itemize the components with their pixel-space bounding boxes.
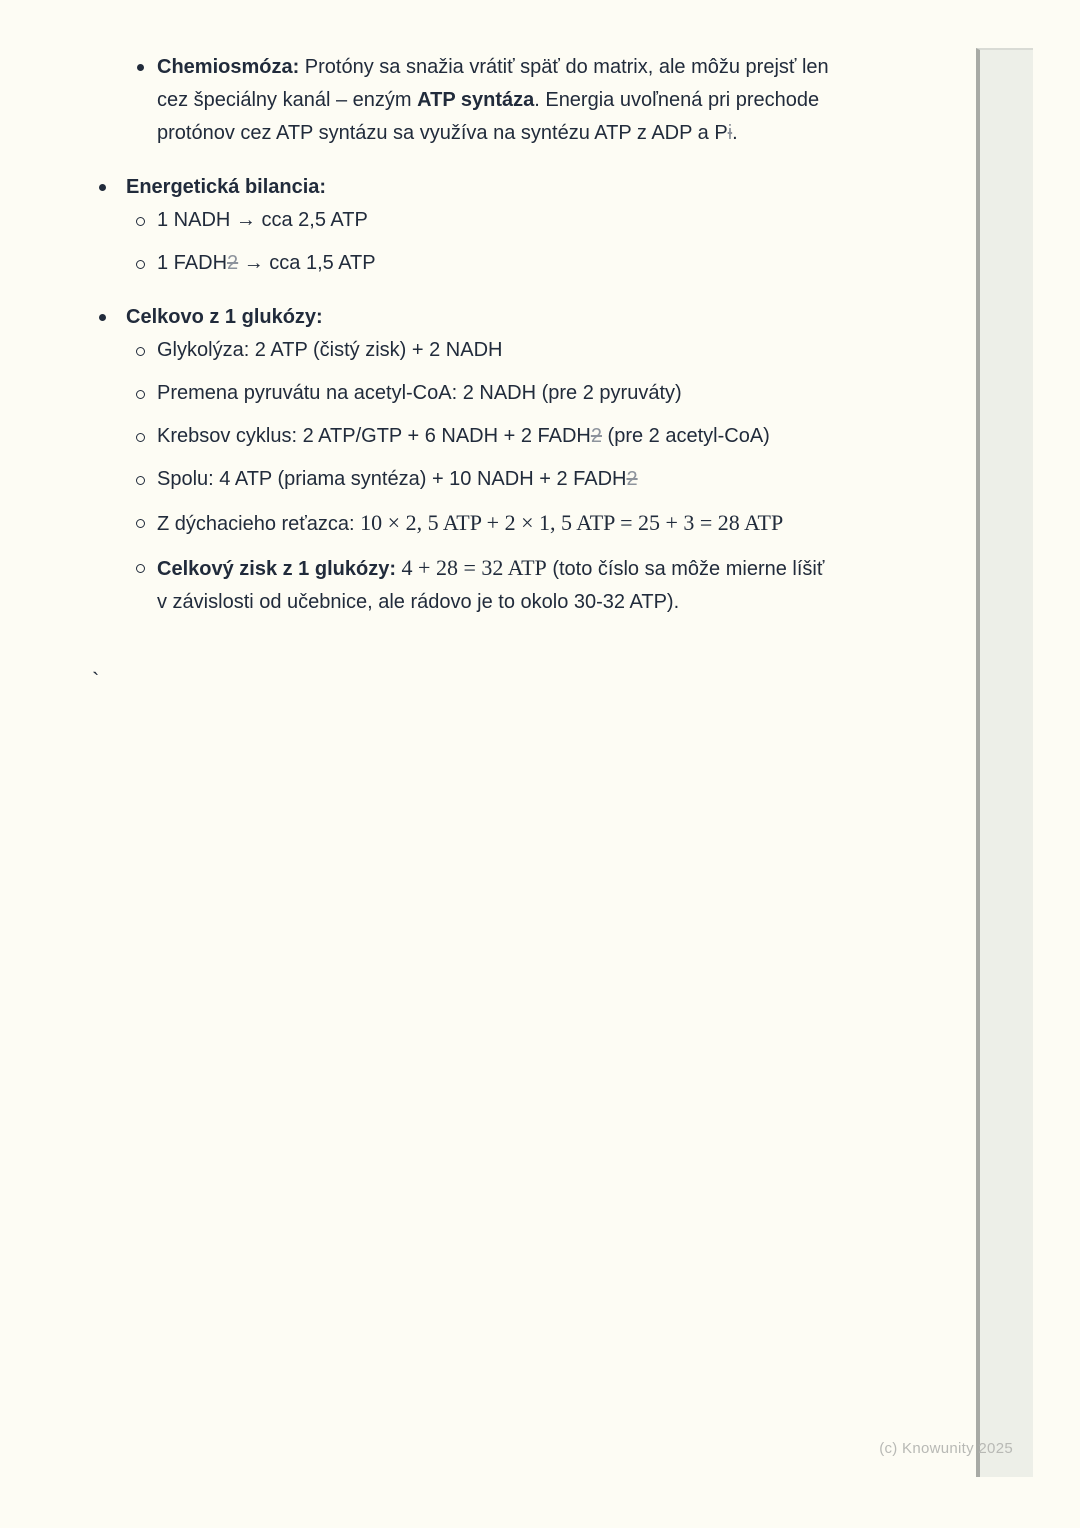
list-item-nadh bbox=[0, 204, 860, 237]
list-item-glykolyza bbox=[0, 334, 860, 367]
body-text: . Energia uvoľnená pri prechode protónov cez ATP syntázu sa využíva na syntézu ATP z ADP a P bbox=[157, 89, 820, 144]
list-item-text: 1 NADH → cca 2,5 ATP bbox=[157, 209, 368, 231]
struck-subscript: 2 bbox=[626, 468, 638, 490]
body-text: Z dýchacieho reťazca: bbox=[157, 513, 361, 535]
list-item-text bbox=[157, 420, 835, 453]
watermark: (c) Knowunity 2025 bbox=[879, 1440, 1013, 1457]
disc-bullet-icon bbox=[137, 64, 144, 71]
circle-bullet-icon bbox=[136, 260, 145, 269]
list-item-text bbox=[157, 247, 835, 280]
circle-bullet-icon bbox=[136, 390, 145, 399]
math-expression: 4 + 28 = 32 ATP bbox=[401, 555, 547, 580]
section-title-energeticka-bilancia bbox=[0, 171, 860, 204]
circle-bullet-icon bbox=[136, 519, 145, 528]
body-text: (toto číslo sa môže mierne líšiť v závislosti od učebnice, ale rádovo je to okolo 30-32 ATP). bbox=[157, 558, 825, 613]
list-item-fadh2 bbox=[0, 247, 860, 280]
disc-bullet-icon bbox=[99, 184, 106, 191]
circle-bullet-icon bbox=[136, 476, 145, 485]
circle-bullet-icon bbox=[136, 347, 145, 356]
list-item-chemiosmoza bbox=[0, 51, 860, 150]
section-title-celkovo-z-glukozy bbox=[0, 301, 860, 334]
section-title-text: Energetická bilancia: bbox=[126, 176, 327, 198]
body-text: → cca 1,5 ATP bbox=[238, 252, 376, 274]
body-text: Protóny sa snažia vrátiť späť do matrix, ale môžu prejsť len cez špeciálny kanál – enzým bbox=[157, 56, 829, 111]
bold-term-atp-syntaza: ATP syntáza bbox=[417, 89, 535, 111]
bold-term-celkovy-zisk: Celkový zisk z 1 glukózy: bbox=[157, 558, 402, 580]
circle-bullet-icon bbox=[136, 433, 145, 442]
list-item-dychaci-retazec bbox=[0, 506, 860, 541]
list-item-spolu bbox=[0, 463, 860, 496]
list-item-text bbox=[157, 51, 833, 150]
list-item-celkovy-zisk bbox=[0, 551, 860, 619]
list-item-krebsov-cyklus bbox=[0, 420, 860, 453]
side-margin-panel bbox=[976, 48, 1033, 1477]
list-item-text: Premena pyruvátu na acetyl-CoA: 2 NADH (pre 2 pyruváty) bbox=[157, 382, 682, 404]
body-text: Spolu: 4 ATP (priama syntéza) + 10 NADH + 2 FADH bbox=[157, 468, 627, 490]
circle-bullet-icon bbox=[136, 564, 145, 573]
list-item-text bbox=[157, 551, 835, 619]
stray-backtick-mark: ` bbox=[92, 668, 100, 693]
circle-bullet-icon bbox=[136, 217, 145, 226]
struck-subscript: 2 bbox=[227, 252, 239, 274]
body-text: . bbox=[732, 122, 738, 144]
disc-bullet-icon bbox=[99, 314, 106, 321]
math-expression: 10 × 2, 5 ATP + 2 × 1, 5 ATP = 25 + 3 = 28 ATP bbox=[360, 510, 784, 535]
notes-content bbox=[0, 51, 860, 619]
list-item-text bbox=[157, 506, 835, 541]
list-item-text: Glykolýza: 2 ATP (čistý zisk) + 2 NADH bbox=[157, 339, 503, 361]
bold-term-chemiosmoza: Chemiosmóza: bbox=[157, 56, 300, 78]
body-text: Krebsov cyklus: 2 ATP/GTP + 6 NADH + 2 FADH bbox=[157, 425, 591, 447]
body-text: 1 FADH bbox=[157, 252, 228, 274]
list-item-premena-pyruvatu bbox=[0, 377, 860, 410]
list-item-text bbox=[157, 463, 835, 496]
body-text: (pre 2 acetyl-CoA) bbox=[601, 425, 770, 447]
struck-subscript: 2 bbox=[590, 425, 602, 447]
struck-subscript: i bbox=[727, 122, 733, 144]
section-title-text: Celkovo z 1 glukózy: bbox=[126, 306, 323, 328]
